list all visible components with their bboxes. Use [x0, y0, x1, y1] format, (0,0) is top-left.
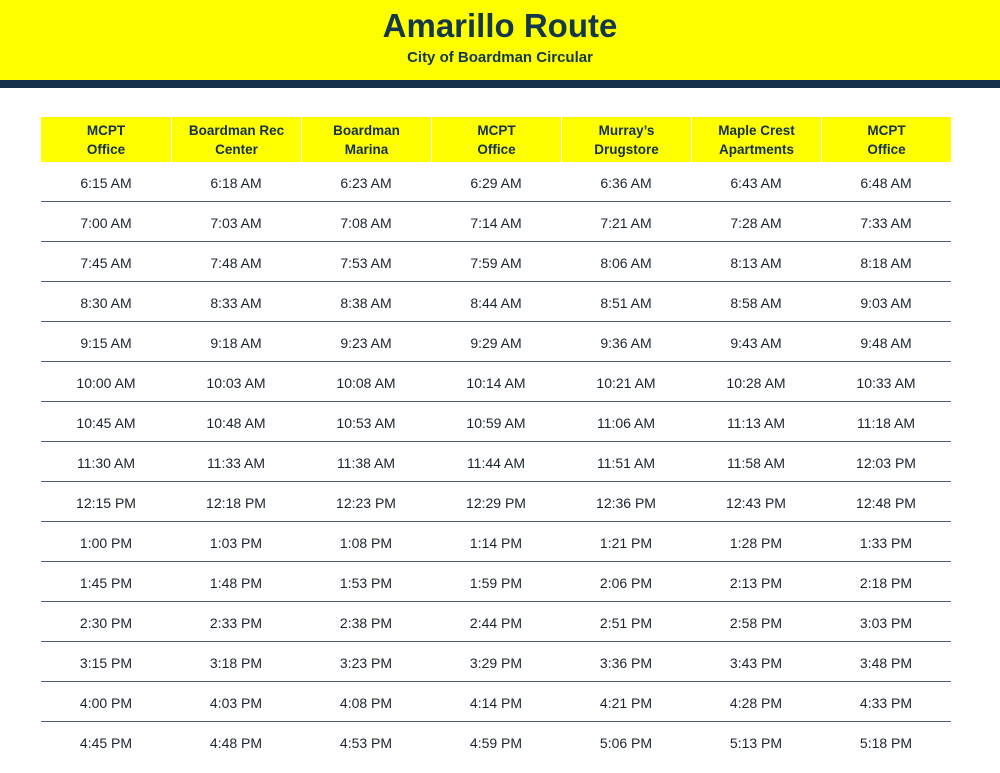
time-cell: 10:28 AM — [726, 375, 786, 391]
time-cell: 10:03 AM — [206, 375, 266, 391]
time-cell: 11:44 AM — [466, 455, 526, 471]
time-cell: 6:23 AM — [340, 175, 392, 191]
time-cell: 10:08 AM — [336, 375, 396, 391]
time-cell: 1:21 PM — [599, 535, 653, 551]
time-cell: 4:08 PM — [339, 695, 393, 711]
table-row — [41, 562, 951, 602]
time-cell: 12:23 PM — [336, 495, 396, 511]
time-cell: 6:29 AM — [470, 175, 522, 191]
column-header — [821, 117, 951, 162]
column-header-line1: MCPT — [867, 122, 906, 138]
time-cell: 1:00 PM — [79, 535, 133, 551]
time-cell: 11:30 AM — [76, 455, 136, 471]
column-header-line2: Center — [215, 141, 258, 157]
time-cell: 2:06 PM — [599, 575, 653, 591]
time-cell: 10:53 AM — [336, 415, 396, 431]
time-cell: 2:58 PM — [729, 615, 783, 631]
time-cell: 1:08 PM — [339, 535, 393, 551]
time-cell: 1:45 PM — [79, 575, 133, 591]
time-cell: 2:38 PM — [339, 615, 393, 631]
time-cell: 1:53 PM — [339, 575, 393, 591]
time-cell: 8:51 AM — [600, 295, 652, 311]
table-body — [41, 162, 951, 761]
time-cell: 7:59 AM — [470, 255, 522, 271]
column-header-line2: Apartments — [718, 141, 794, 157]
time-cell: 2:13 PM — [729, 575, 783, 591]
column-header-line2: Office — [86, 141, 126, 157]
time-cell: 3:18 PM — [209, 655, 263, 671]
time-cell: 7:14 AM — [470, 215, 522, 231]
time-cell: 4:00 PM — [79, 695, 133, 711]
time-cell: 8:06 AM — [600, 255, 652, 271]
time-cell: 5:06 PM — [599, 735, 653, 751]
time-cell: 9:15 AM — [80, 335, 132, 351]
time-cell: 6:18 AM — [210, 175, 262, 191]
time-cell: 3:48 PM — [859, 655, 913, 671]
time-cell: 12:43 PM — [726, 495, 786, 511]
time-cell: 2:51 PM — [599, 615, 653, 631]
column-header — [561, 117, 691, 162]
time-cell: 10:21 AM — [596, 375, 656, 391]
time-cell: 9:03 AM — [860, 295, 912, 311]
time-cell: 4:14 PM — [469, 695, 523, 711]
time-cell: 10:33 AM — [856, 375, 916, 391]
time-cell: 7:45 AM — [80, 255, 132, 271]
time-cell: 4:28 PM — [729, 695, 783, 711]
column-header-line2: Drugstore — [594, 141, 659, 157]
page-title: Amarillo Route — [382, 7, 618, 44]
column-header — [41, 117, 171, 162]
time-cell: 12:03 PM — [856, 455, 916, 471]
time-cell: 8:13 AM — [730, 255, 782, 271]
time-cell: 12:36 PM — [596, 495, 656, 511]
time-cell: 4:03 PM — [209, 695, 263, 711]
time-cell: 10:45 AM — [76, 415, 136, 431]
time-cell: 9:43 AM — [730, 335, 782, 351]
time-cell: 12:29 PM — [466, 495, 526, 511]
table-row — [41, 202, 951, 242]
time-cell: 9:48 AM — [860, 335, 912, 351]
time-cell: 7:48 AM — [210, 255, 262, 271]
column-header-line1: Maple Crest — [718, 122, 795, 138]
time-cell: 11:33 AM — [206, 455, 266, 471]
time-cell: 5:18 PM — [859, 735, 913, 751]
table-row — [41, 362, 951, 402]
time-cell: 3:43 PM — [729, 655, 783, 671]
time-cell: 10:48 AM — [206, 415, 266, 431]
column-header-line1: Boardman Rec — [188, 122, 285, 138]
time-cell: 7:00 AM — [80, 215, 132, 231]
time-cell: 2:30 PM — [79, 615, 133, 631]
time-cell: 3:36 PM — [599, 655, 653, 671]
column-header-line1: Boardman — [333, 122, 400, 138]
time-cell: 2:44 PM — [469, 615, 523, 631]
column-header-line1: Murray’s — [598, 122, 655, 138]
time-cell: 11:06 AM — [596, 415, 656, 431]
header-divider — [0, 80, 1000, 88]
column-header — [171, 117, 301, 162]
time-cell: 8:58 AM — [730, 295, 782, 311]
table-row — [41, 322, 951, 362]
time-cell: 11:58 AM — [726, 455, 786, 471]
time-cell: 1:48 PM — [209, 575, 263, 591]
time-cell: 7:08 AM — [340, 215, 392, 231]
time-cell: 11:51 AM — [596, 455, 656, 471]
table-row — [41, 722, 951, 761]
time-cell: 4:21 PM — [599, 695, 653, 711]
time-cell: 11:38 AM — [336, 455, 396, 471]
time-cell: 7:28 AM — [730, 215, 782, 231]
time-cell: 7:03 AM — [210, 215, 262, 231]
time-cell: 10:14 AM — [466, 375, 526, 391]
time-cell: 9:36 AM — [600, 335, 652, 351]
page-subtitle: City of Boardman Circular — [407, 49, 593, 66]
time-cell: 6:48 AM — [860, 175, 912, 191]
column-header — [691, 117, 821, 162]
time-cell: 4:48 PM — [209, 735, 263, 751]
time-cell: 3:29 PM — [469, 655, 523, 671]
time-cell: 1:33 PM — [859, 535, 913, 551]
time-cell: 4:59 PM — [469, 735, 523, 751]
header-banner — [0, 0, 1000, 80]
time-cell: 10:59 AM — [466, 415, 526, 431]
time-cell: 3:15 PM — [79, 655, 133, 671]
time-cell: 8:38 AM — [340, 295, 392, 311]
time-cell: 4:53 PM — [339, 735, 393, 751]
time-cell: 9:23 AM — [340, 335, 392, 351]
time-cell: 2:33 PM — [209, 615, 263, 631]
time-cell: 1:28 PM — [729, 535, 783, 551]
column-header-line1: MCPT — [477, 122, 516, 138]
time-cell: 8:30 AM — [80, 295, 132, 311]
time-cell: 3:03 PM — [859, 615, 913, 631]
time-cell: 6:15 AM — [80, 175, 132, 191]
time-cell: 12:18 PM — [206, 495, 266, 511]
column-header-line2: Marina — [344, 141, 389, 157]
table-row — [41, 242, 951, 282]
time-cell: 1:14 PM — [469, 535, 523, 551]
time-cell: 8:44 AM — [470, 295, 522, 311]
time-cell: 4:33 PM — [859, 695, 913, 711]
time-cell: 1:59 PM — [469, 575, 523, 591]
time-cell: 6:36 AM — [600, 175, 652, 191]
table-row — [41, 442, 951, 482]
time-cell: 6:43 AM — [730, 175, 782, 191]
time-cell: 2:18 PM — [859, 575, 913, 591]
table-row — [41, 482, 951, 522]
time-cell: 12:48 PM — [856, 495, 916, 511]
time-cell: 9:18 AM — [210, 335, 262, 351]
column-header — [301, 117, 431, 162]
column-header-line1: MCPT — [86, 122, 126, 138]
time-cell: 11:13 AM — [726, 415, 786, 431]
time-cell: 7:53 AM — [340, 255, 392, 271]
time-cell: 10:00 AM — [76, 375, 136, 391]
time-cell: 4:45 PM — [79, 735, 133, 751]
table-row — [41, 682, 951, 722]
time-cell: 8:33 AM — [210, 295, 262, 311]
table-header — [41, 117, 951, 162]
time-cell: 5:13 PM — [729, 735, 783, 751]
table-row — [41, 602, 951, 642]
table-row — [41, 522, 951, 562]
time-cell: 12:15 PM — [76, 495, 136, 511]
time-cell: 7:33 AM — [860, 215, 912, 231]
time-cell: 7:21 AM — [600, 215, 652, 231]
column-header — [431, 117, 561, 162]
time-cell: 3:23 PM — [339, 655, 393, 671]
table-row — [41, 282, 951, 322]
table-row — [41, 162, 951, 202]
column-header-line2: Office — [477, 141, 516, 157]
column-header-line2: Office — [867, 141, 906, 157]
table-row — [41, 402, 951, 442]
time-cell: 9:29 AM — [470, 335, 522, 351]
schedule-table — [41, 117, 951, 761]
time-cell: 8:18 AM — [860, 255, 912, 271]
time-cell: 1:03 PM — [209, 535, 263, 551]
time-cell: 11:18 AM — [856, 415, 916, 431]
table-row — [41, 642, 951, 682]
